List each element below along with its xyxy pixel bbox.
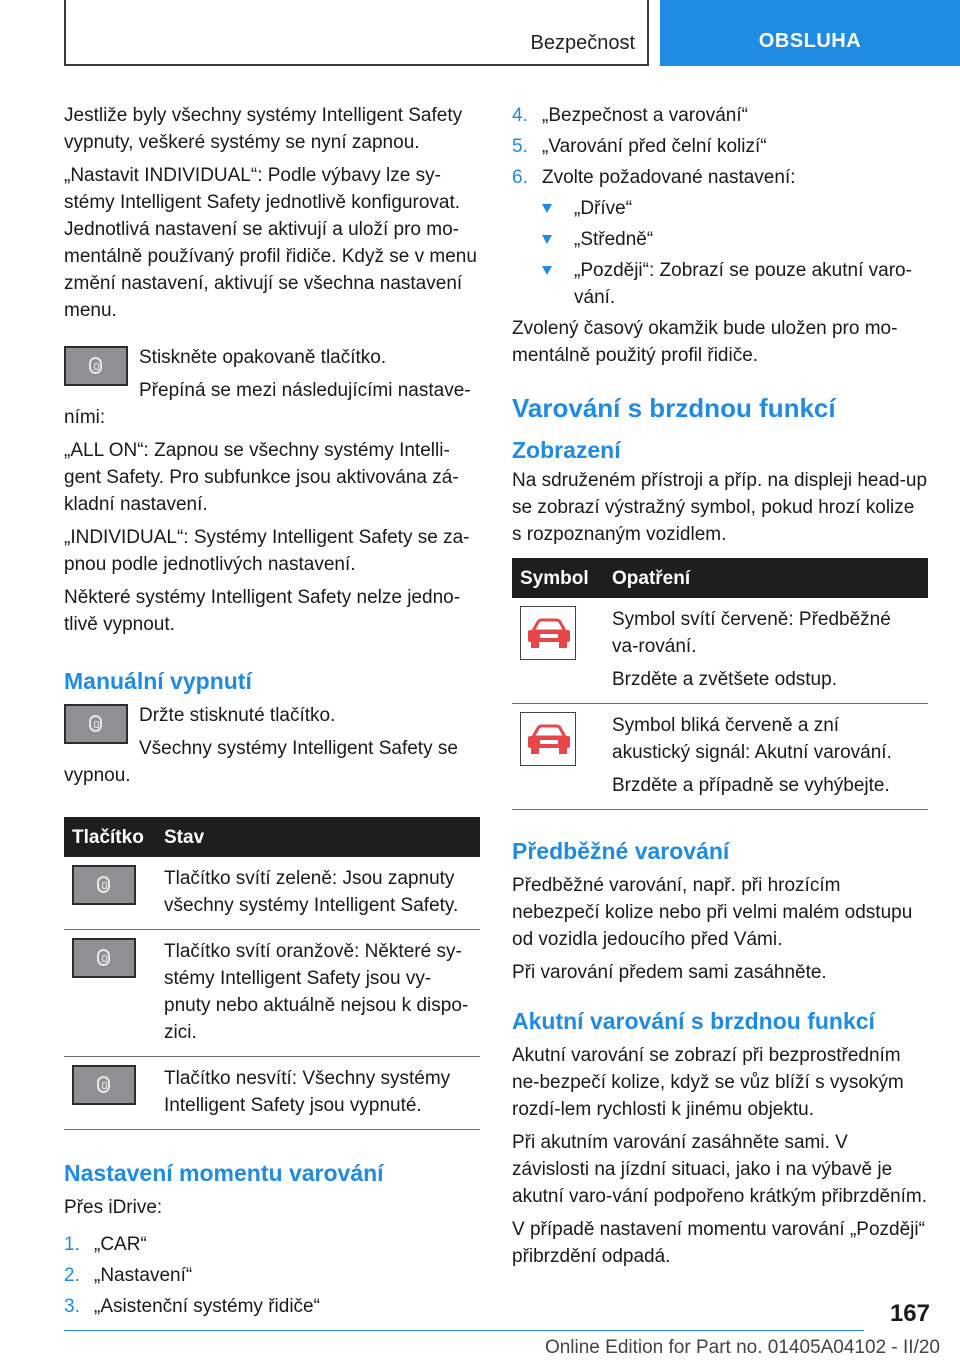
section-heading: Manuální vypnutí [64,668,252,694]
list-item: 5. „Varování před čelní kolizí“ [512,136,767,157]
intelligent-safety-button-icon [64,346,128,386]
footer-divider [64,1330,864,1331]
table-header: Opatření [604,558,928,598]
left-column [64,102,480,1324]
paragraph: Přes iDrive: [64,1197,163,1218]
chapter-heading: Varování s brzdnou funkcí [512,393,836,423]
table-header: Symbol [512,558,604,598]
chapter-tab[interactable]: OBSLUHA [660,0,960,66]
button-instruction [64,344,480,431]
list-item: „Později“: Zobrazí se pouze akutní varo-vání. [540,257,928,311]
right-column [512,102,928,1276]
triangle-bullet-icon [542,266,552,275]
list-item: „Středně“ [540,226,928,253]
list-item: „Dříve“ [540,195,928,222]
list-item: 3. „Asistenční systémy řidiče“ [64,1296,320,1317]
step-list [64,1231,480,1320]
paragraph: V případě nastavení momentu varování „Později“ přibrzdění odpadá. [512,1219,925,1267]
table-row [64,1057,480,1130]
paragraph: Některé systémy Intelligent Safety nelze jedno-tlivě vypnout. [64,587,461,635]
table-cell: Brzděte a případně se vyhýbejte. [612,775,890,796]
button-status-table [64,817,480,1130]
list-item: 4. „Bezpečnost a varování“ [512,105,748,126]
table-cell: Brzděte a zvětšete odstup. [612,669,837,690]
paragraph: „ALL ON“: Zapnou se všechny systémy Intelli-gent Safety. Pro subfunkce jsou aktivována zá-kladní nastavení. [64,440,459,515]
section-heading: Zobrazení [512,437,621,463]
button-off-icon [72,1065,136,1105]
paragraph: Akutní varování se zobrazí při bezprostředním ne-bezpečí kolize, když se vůz blíží s vysokým rozdí-lem rychlosti k jinému objektu. [512,1045,904,1120]
table-row [64,930,480,1057]
table-header: Stav [156,817,480,857]
button-orange-icon [72,938,136,978]
symbol-action-table [512,558,928,810]
table-row [512,704,928,810]
paragraph: Na sdruženém přístroji a příp. na displeji head-up se zobrazí výstražný symbol, pokud hrozí kolize s rozpoznaným vozidlem. [512,470,928,545]
car-warning-icon [520,712,576,766]
instruction-text: Držte stisknuté tlačítko. [139,705,336,726]
paragraph: Zvolený časový okamžik bude uložen pro mo-mentálně použitý profil řidiče. [512,318,898,366]
option-list [540,195,928,311]
section-title: Bezpečnost [530,32,635,54]
list-item: 6. Zvolte požadované nastavení: [512,167,796,188]
table-cell: Tlačítko svítí oranžově: Některé sy-stémy Intelligent Safety jsou vy-pnuty nebo aktuálně nejsou k dispo-zici. [156,930,480,1057]
list-item: 2. „Nastavení“ [64,1265,193,1286]
paragraph: „Nastavit INDIVIDUAL“: Podle výbavy lze sy-stémy Intelligent Safety jednotlivě konfigurovat. Jednotlivá nastavení se aktivují a uloží pro mo-mentálně používaný profil řidiče. Když se v menu změní nastavení, aktivují se všechna nastavení menu. [64,165,477,321]
table-cell: Symbol svítí červeně: Předběžné va-rování. [612,609,891,657]
paragraph: Při varování předem sami zasáhněte. [512,962,827,983]
instruction-text: Všechny systémy Intelligent Safety se vypnou. [64,738,458,786]
table-row [64,857,480,930]
table-header: Tlačítko [64,817,156,857]
paragraph: „INDIVIDUAL“: Systémy Intelligent Safety se za-pnou podle jednotlivých nastavení. [64,527,470,575]
table-row [512,598,928,704]
intelligent-safety-button-icon [64,704,128,744]
car-warning-icon [520,606,576,660]
section-heading: Nastavení momentu varování [64,1160,384,1186]
triangle-bullet-icon [542,235,552,244]
instruction-text: Stiskněte opakovaně tlačítko. [139,347,387,368]
button-green-icon [72,865,136,905]
instruction-text: Přepíná se mezi následujícími nastave-ními: [64,380,471,428]
page-number: 167 [889,1300,930,1327]
step-list [512,102,928,191]
table-cell: Symbol bliká červeně a zní akustický signál: Akutní varování. [612,715,892,763]
triangle-bullet-icon [542,204,552,213]
paragraph: Při akutním varování zasáhněte sami. V závislosti na jízdní situaci, jako i na výbavě je akutní varo-vání podpořeno krátkým přibrzděním. [512,1132,928,1207]
section-heading: Akutní varování s brzdnou funkcí [512,1008,875,1034]
button-instruction [64,702,480,789]
paragraph: Jestliže byly všechny systémy Intelligent Safety vypnuty, veškeré systémy se nyní zapnou. [64,105,463,153]
table-cell: Tlačítko svítí zeleně: Jsou zapnuty všechny systémy Intelligent Safety. [156,857,480,930]
list-item: 1. „CAR“ [64,1234,147,1255]
paragraph: Předběžné varování, např. při hrozícím nebezpečí kolize nebo při velmi malém odstupu od vozidla jedoucího před Vámi. [512,875,913,950]
footer-edition: Online Edition for Part no. 01405A04102 - II/20 [544,1337,940,1358]
table-cell: Tlačítko nesvítí: Všechny systémy Intelligent Safety jsou vypnuté. [156,1057,480,1130]
section-heading: Předběžné varování [512,838,730,864]
